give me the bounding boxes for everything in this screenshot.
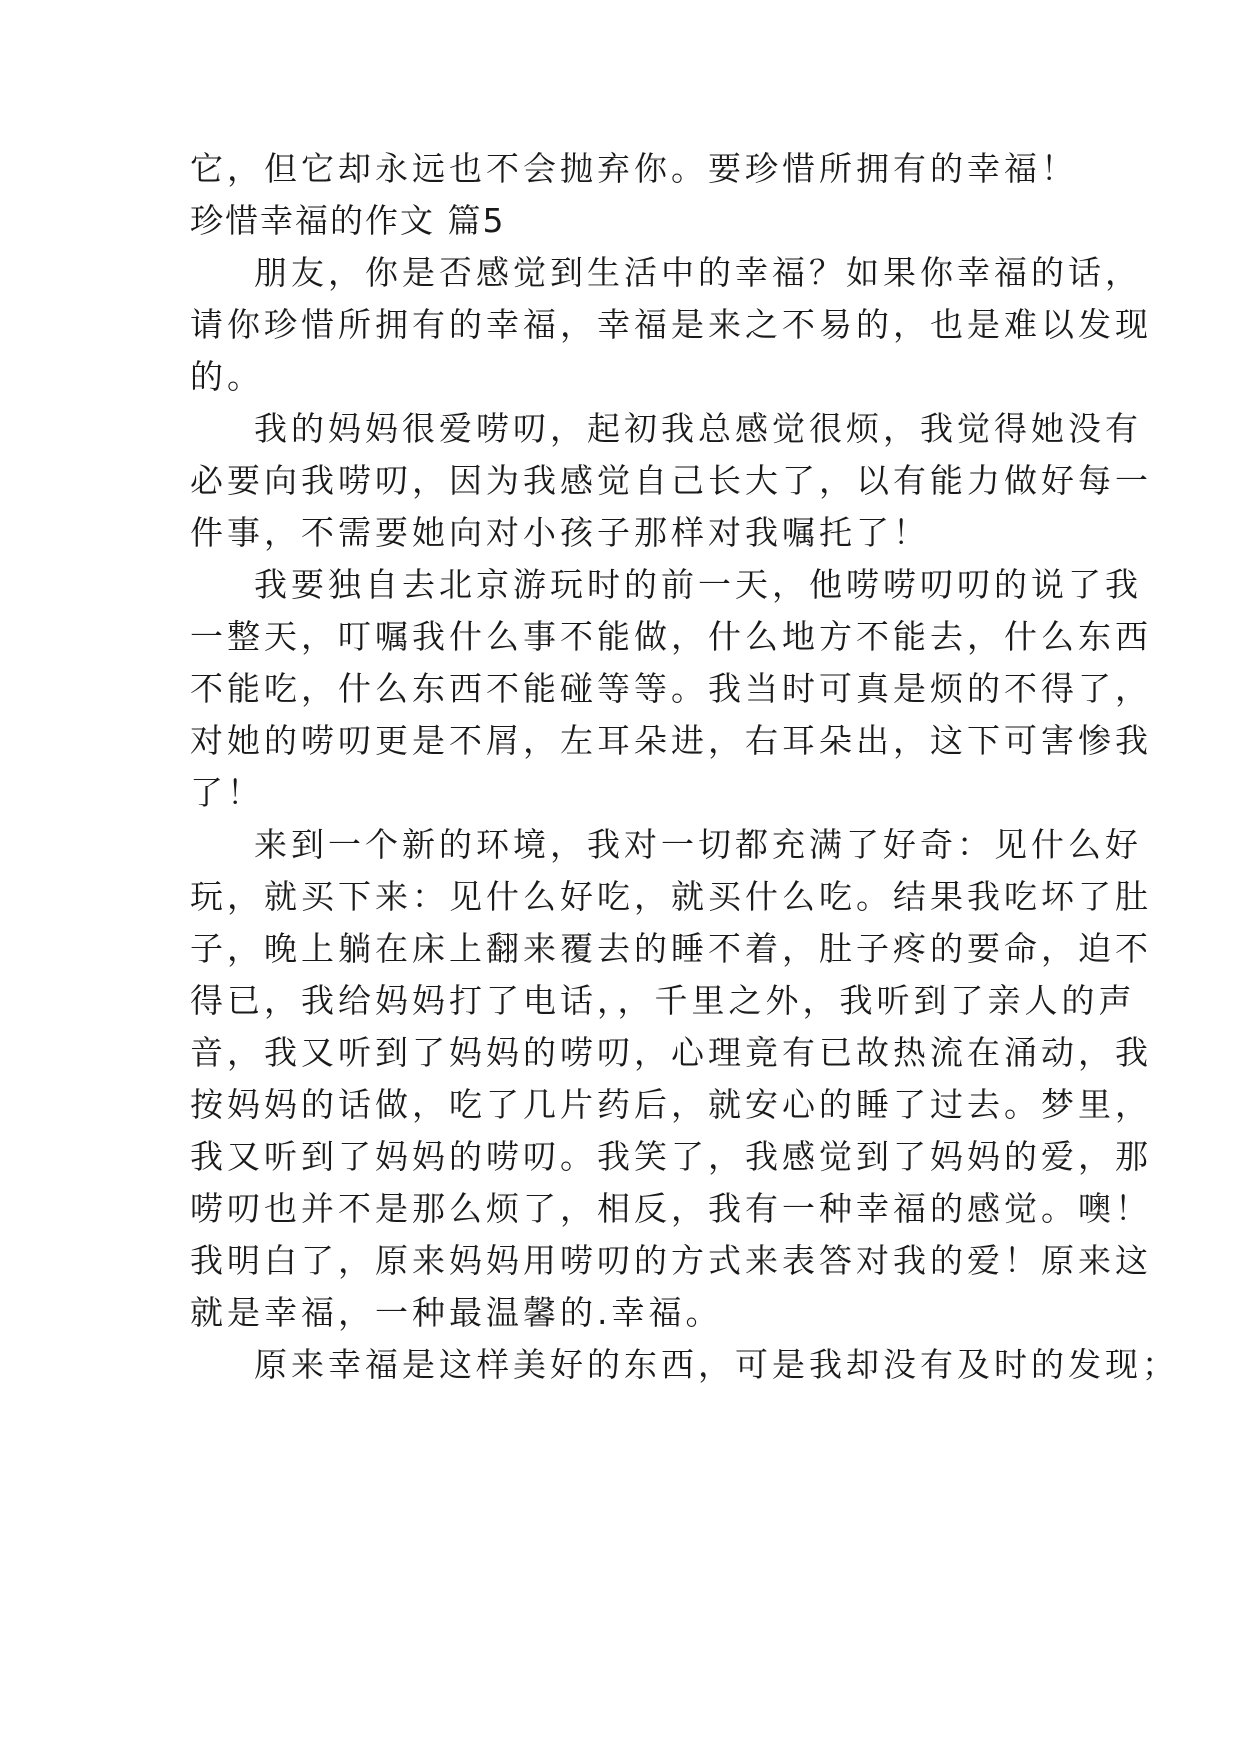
paragraph-line: 唠叨也并不是那么烦了，相反，我有一种幸福的感觉。噢！	[190, 1189, 1152, 1228]
paragraph-line: 朋友，你是否感觉到生活中的幸福？如果你幸福的话，	[254, 253, 1142, 292]
section-heading: 珍惜幸福的作文 篇5	[190, 201, 506, 240]
paragraph-line: 我要独自去北京游玩时的前一天，他唠唠叨叨的说了我	[254, 565, 1142, 604]
paragraph-line: 的。	[190, 357, 264, 396]
paragraph-line: 件事，不需要她向对小孩子那样对我嘱托了！	[190, 513, 930, 552]
paragraph-line: 了！	[190, 773, 264, 812]
paragraph-line: 我的妈妈很爱唠叨，起初我总感觉很烦，我觉得她没有	[254, 409, 1142, 448]
paragraph-line: 它，但它却永远也不会抛弃你。要珍惜所拥有的幸福！	[190, 149, 1078, 188]
paragraph-line: 来到一个新的环境，我对一切都充满了好奇：见什么好	[254, 825, 1142, 864]
paragraph-line: 就是幸福，一种最温馨的.幸福。	[190, 1293, 723, 1332]
paragraph-line: 按妈妈的话做，吃了几片药后，就安心的睡了过去。梦里，	[190, 1085, 1152, 1124]
paragraph-line: 请你珍惜所拥有的幸福，幸福是来之不易的，也是难以发现	[190, 305, 1152, 344]
paragraph-line: 我又听到了妈妈的唠叨。我笑了，我感觉到了妈妈的爱，那	[190, 1137, 1152, 1176]
paragraph-line: 必要向我唠叨，因为我感觉自己长大了，以有能力做好每一	[190, 461, 1152, 500]
paragraph-line: 原来幸福是这样美好的东西，可是我却没有及时的发现；	[254, 1345, 1179, 1384]
paragraph-line: 不能吃，什么东西不能碰等等。我当时可真是烦的不得了，	[190, 669, 1152, 708]
paragraph-line: 我明白了，原来妈妈用唠叨的方式来表答对我的爱！原来这	[190, 1241, 1152, 1280]
paragraph-line: 得已，我给妈妈打了电话，，千里之外，我听到了亲人的声	[190, 981, 1136, 1020]
paragraph-line: 一整天，叮嘱我什么事不能做，什么地方不能去，什么东西	[190, 617, 1152, 656]
paragraph-line: 子，晚上躺在床上翻来覆去的睡不着，肚子疼的要命，迫不	[190, 929, 1152, 968]
paragraph-line: 玩，就买下来：见什么好吃，就买什么吃。结果我吃坏了肚	[190, 877, 1152, 916]
paragraph-line: 音，我又听到了妈妈的唠叨，心理竟有已故热流在涌动，我	[190, 1033, 1152, 1072]
paragraph-line: 对她的唠叨更是不屑，左耳朵进，右耳朵出，这下可害惨我	[190, 721, 1152, 760]
